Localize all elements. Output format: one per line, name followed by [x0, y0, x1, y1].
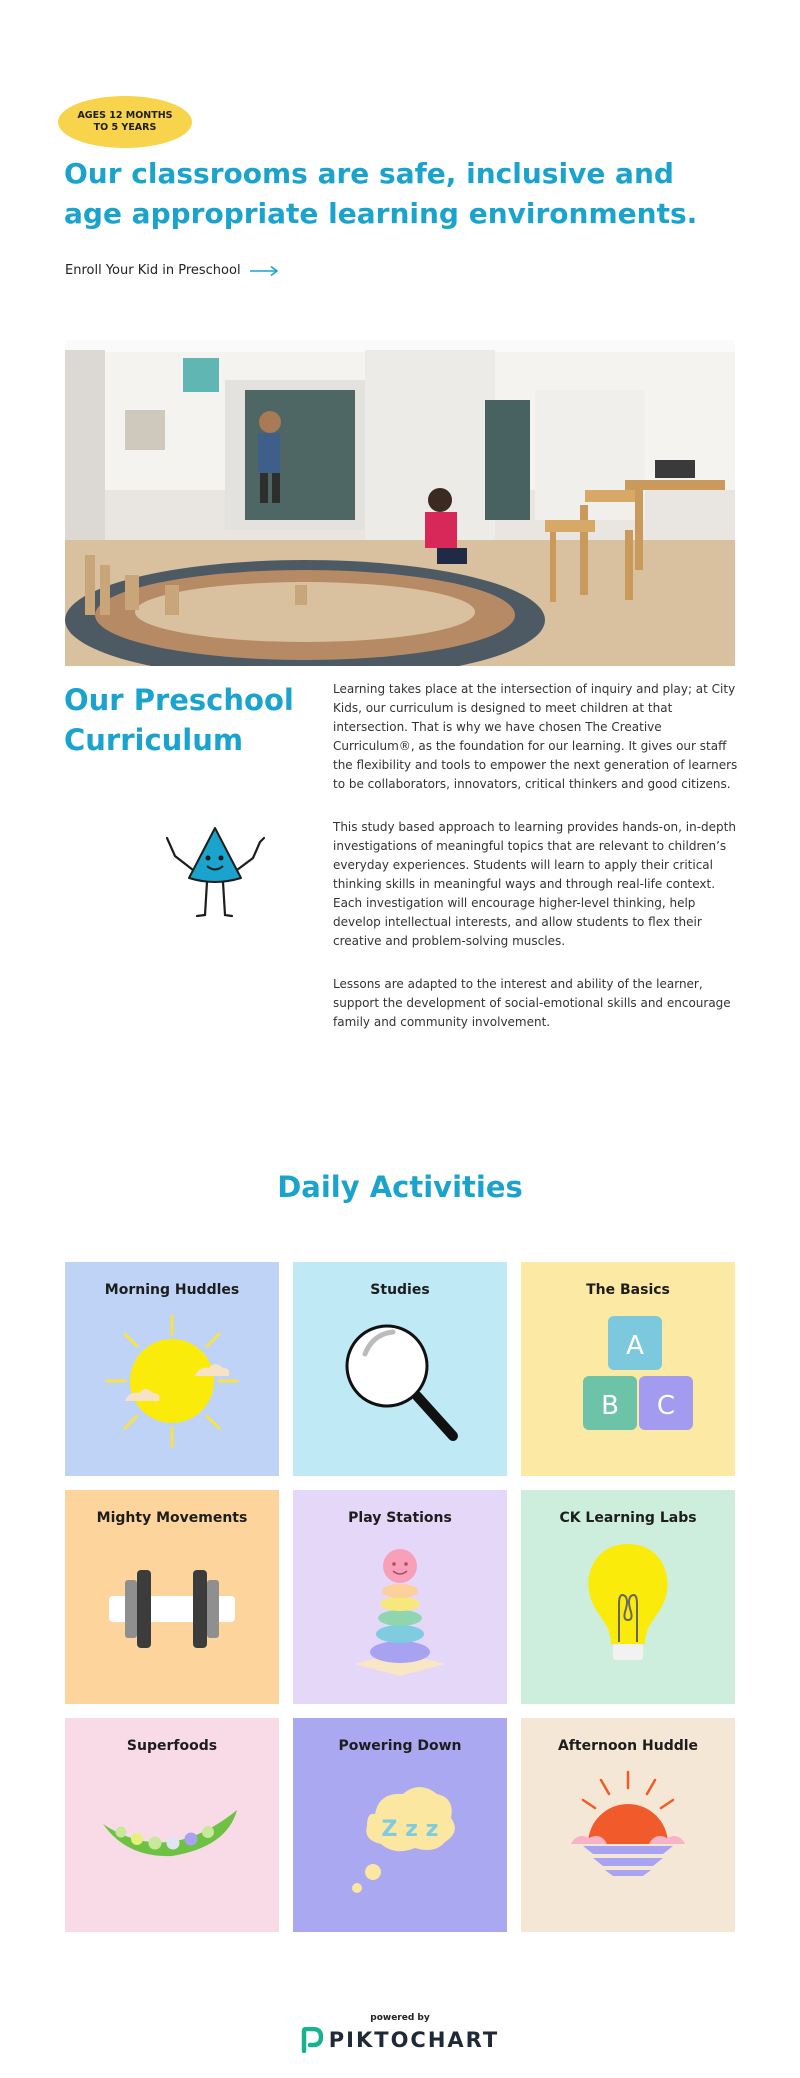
enroll-link-label: Enroll Your Kid in Preschool: [65, 263, 241, 278]
stacking-toy-icon: [325, 1534, 475, 1684]
activity-tile-afternoon-huddle: [521, 1718, 735, 1932]
curriculum-text: [333, 680, 738, 1056]
sunset-icon: [553, 1762, 703, 1912]
activity-label: Morning Huddles: [104, 1282, 240, 1298]
enroll-link[interactable]: [65, 263, 279, 278]
classroom-photo: [65, 340, 735, 666]
age-badge-text: AGES 12 MONTHS TO 5 YEARS: [77, 110, 173, 133]
curriculum-paragraph: Learning takes place at the intersection of inquiry and play; at City Kids, our curriculum is designed to meet children at that intersection. That is why we have chosen The Creative Curriculum®, as the foundation for our learning. It gives our staff the flexibility and tools to empower the next generation of learners to be collaborators, innovators, critical thinkers and good citizens.: [333, 682, 738, 791]
curriculum-paragraph: Lessons are adapted to the interest and ability of the learner, support the development of social-emotional skills and encourage family and community involvement.: [333, 977, 731, 1029]
piktochart-p-icon: [301, 2027, 323, 2053]
lightbulb-icon: [553, 1534, 703, 1684]
piktochart-logo[interactable]: [301, 2027, 499, 2053]
activity-label: Mighty Movements: [96, 1510, 248, 1526]
abc-blocks-icon: [553, 1306, 703, 1456]
block-letter-a: A: [626, 1331, 644, 1361]
activity-label: CK Learning Labs: [559, 1510, 697, 1526]
powered-by-text: powered by: [370, 2013, 430, 2023]
dumbbell-icon: [97, 1534, 247, 1684]
piktochart-wordmark: PIKTOCHART: [328, 2028, 500, 2052]
activity-tile-powering-down: [293, 1718, 507, 1932]
activity-tile-morning-huddles: [65, 1262, 279, 1476]
zzz-text: Z z z: [381, 1817, 439, 1842]
arrow-right-icon: [249, 265, 279, 277]
activity-label: The Basics: [586, 1282, 670, 1298]
activity-label: Powering Down: [338, 1738, 462, 1754]
hero-title: Our classrooms are safe, inclusive and age appropriate learning environments.: [64, 157, 698, 230]
block-letter-b: B: [601, 1391, 619, 1421]
activity-tile-superfoods: [65, 1718, 279, 1932]
block-letter-c: C: [656, 1391, 676, 1421]
curriculum-title: Our Preschool Curriculum: [64, 683, 294, 757]
activity-tile-studies: [293, 1262, 507, 1476]
sun-icon: [97, 1306, 247, 1456]
sleep-cloud-icon: [325, 1762, 475, 1912]
curriculum-paragraph: This study based approach to learning provides hands-on, in-depth investigations of meaningful topics that are relevant to children’s everyday experiences. Students will learn to apply their critical thinking skills in meaningful ways and through real-life context. Each investigation will encourage higher-level thinking, help develop intellectual interests, and allow students to flex their creative and problem-solving muscles.: [333, 820, 736, 948]
daily-activities-title: Daily Activities: [277, 1170, 523, 1204]
footer: [0, 2013, 800, 2057]
triangle-mascot-icon: [165, 820, 265, 920]
peapod-icon: [97, 1762, 247, 1912]
activity-tile-mighty-movements: [65, 1490, 279, 1704]
activity-tile-ck-learning-labs: [521, 1490, 735, 1704]
activity-label: Studies: [370, 1282, 430, 1298]
activity-tile-play-stations: [293, 1490, 507, 1704]
magnifier-icon: [325, 1306, 475, 1456]
activity-label: Superfoods: [126, 1738, 218, 1754]
activity-tile-the-basics: [521, 1262, 735, 1476]
activity-label: Play Stations: [348, 1510, 452, 1526]
activity-label: Afternoon Huddle: [557, 1738, 699, 1754]
age-badge: [58, 96, 192, 148]
